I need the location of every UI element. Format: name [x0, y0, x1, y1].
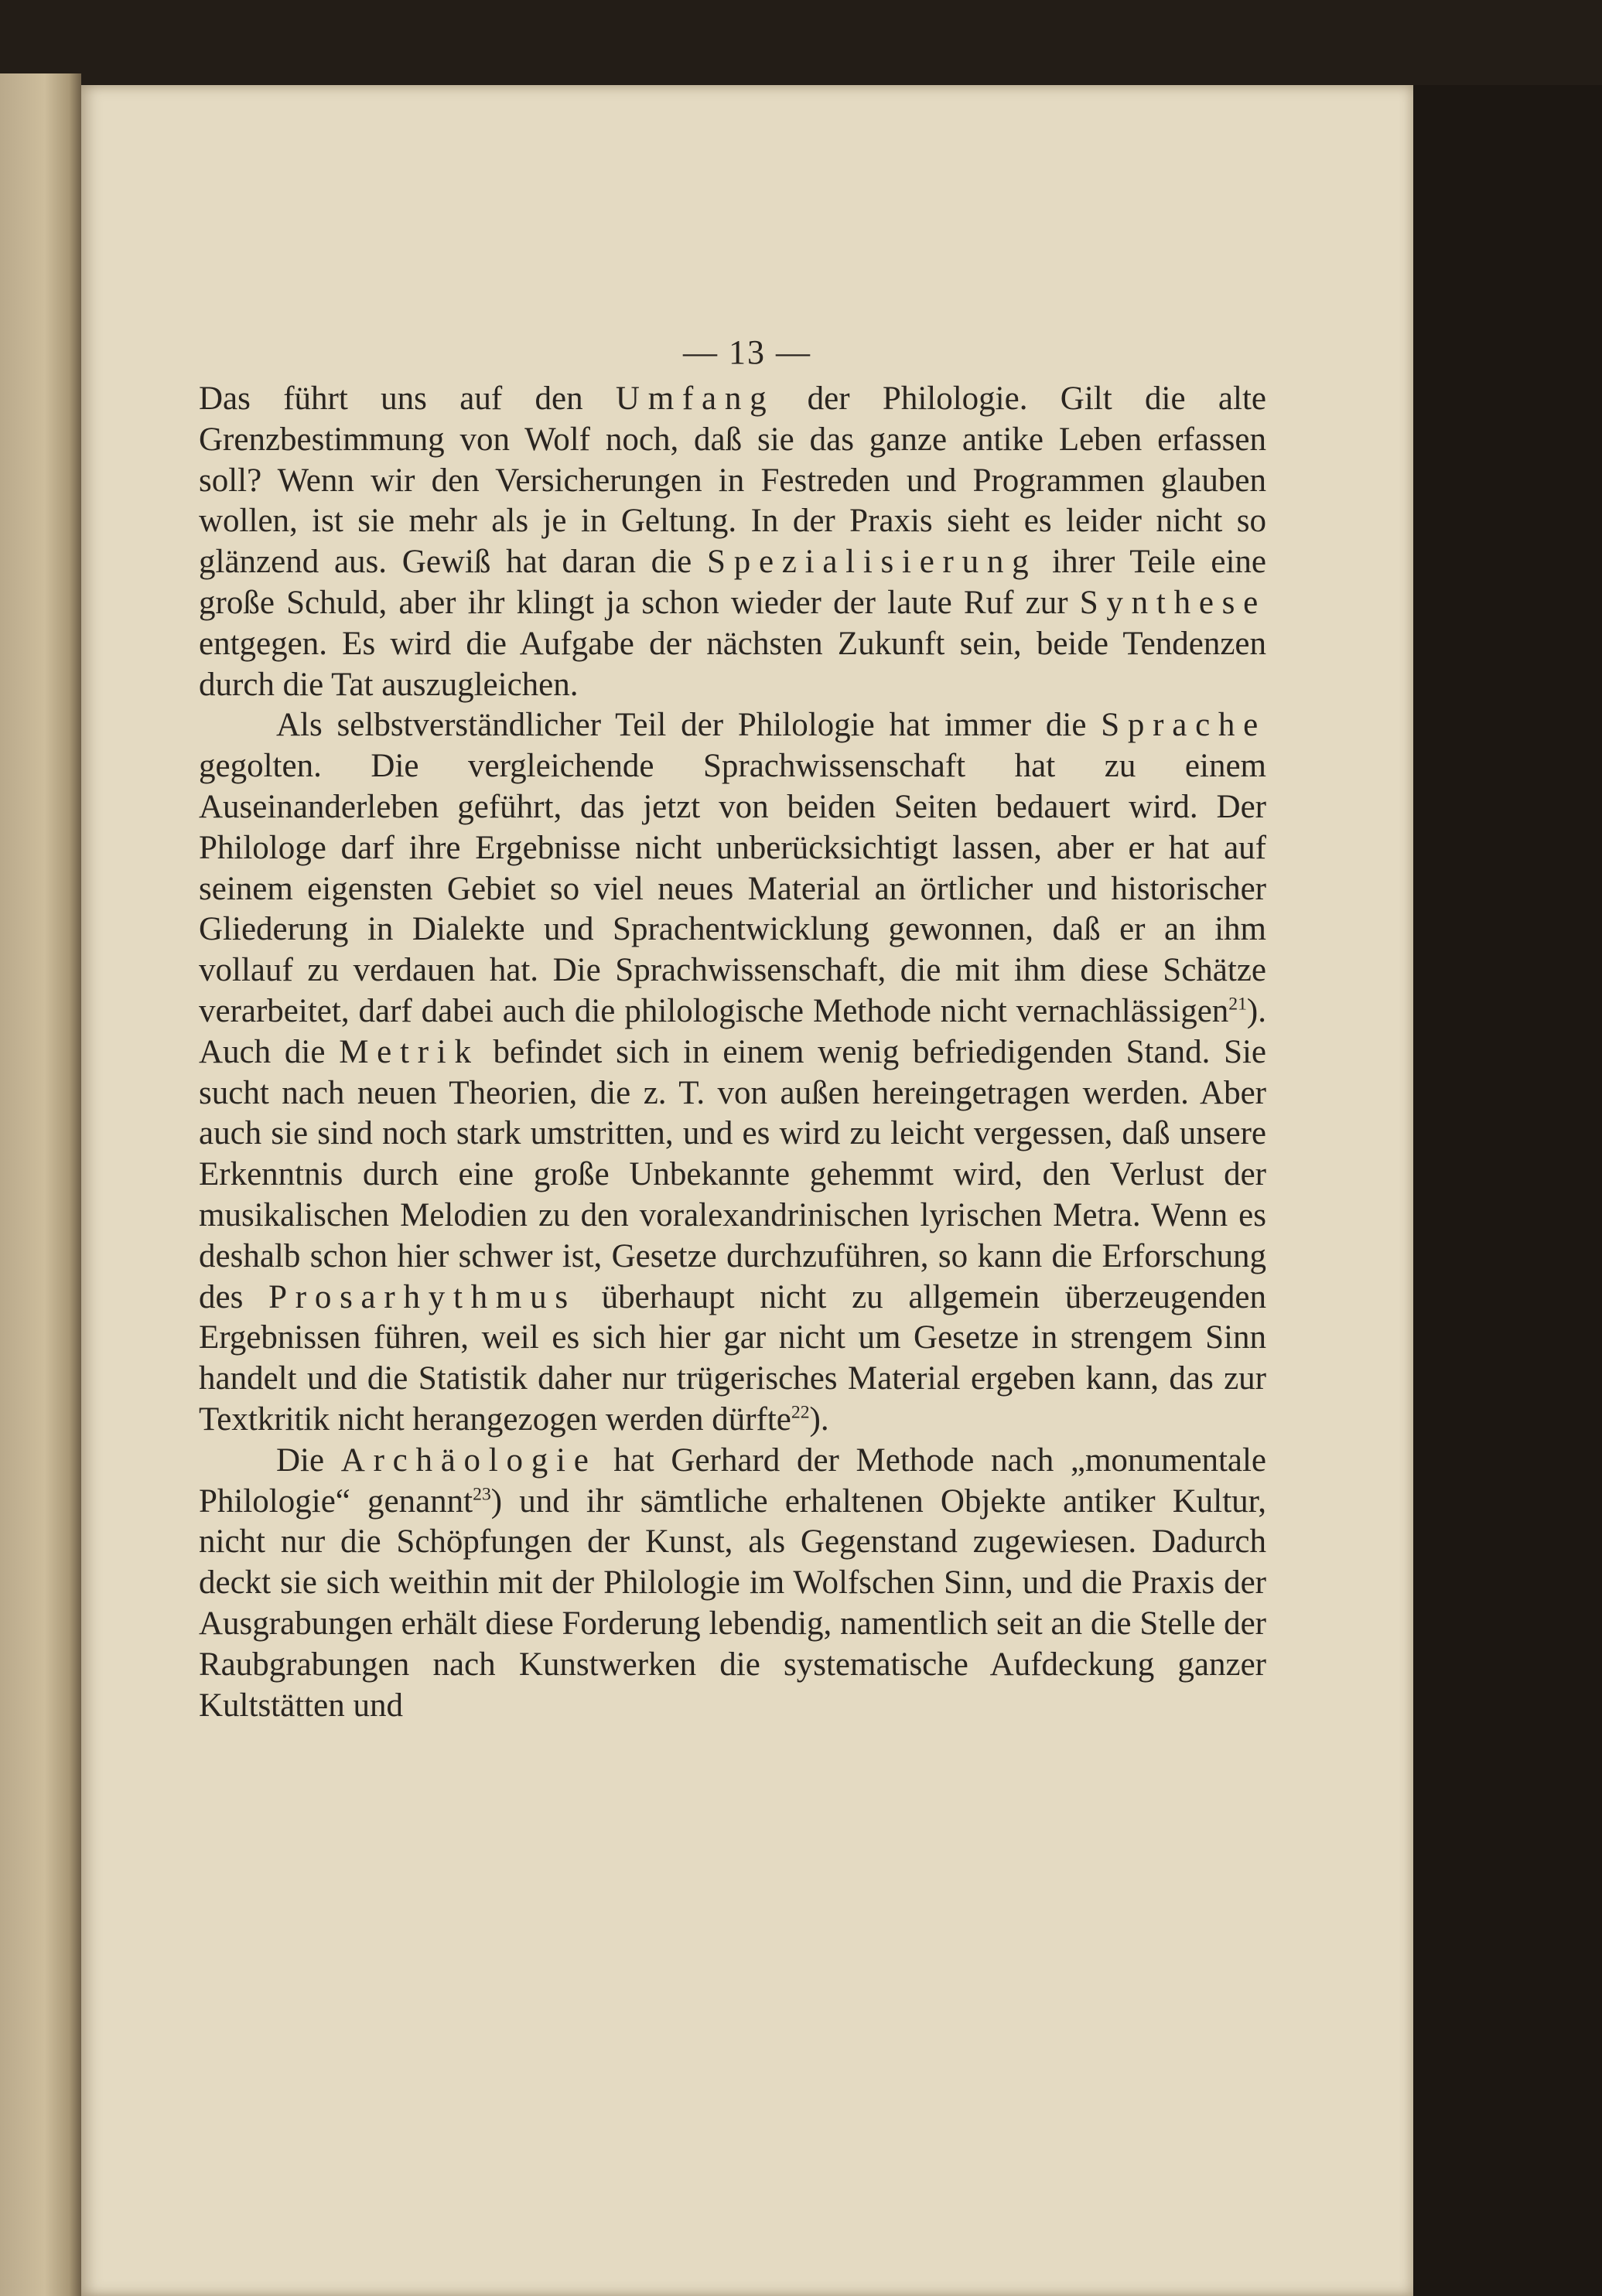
- left-page-edge: [0, 73, 81, 2296]
- text-run: entgegen. Es wird die Aufgabe der nächsten Zukunft sein, beide Tendenzen durch die Tat auszugleichen.: [199, 625, 1266, 703]
- text-run: Das führt uns auf den: [199, 380, 616, 417]
- text-run: befindet sich in einem wenig befriedigenden Stand. Sie sucht nach neuen Theorien, die z. T. von außen hereingetragen werden. Aber auch sie sind noch stark umstritten, und es wird zu leicht vergessen, daß unsere Erkenntnis durch eine große Unbekannte gehemmt wird, den Verlust der musikalischen Melodien zu den voralexandrinischen lyrischen Metra. Wenn es deshalb schon hier schwer ist, Gesetze durchzuführen, so kann die Erforschung des: [199, 1033, 1267, 1315]
- paragraph-umfang: [199, 379, 1266, 705]
- text-run: der Philologie. Gilt die alte Grenzbestimmung von Wolf noch, daß sie das ganze antike Leben erfassen soll? Wenn wir den Versicherungen in Festreden und Programmen glauben wollen, ist sie mehr als je in Geltung. In der Praxis sieht es leider nicht so glänzend aus. Gewiß hat daran die: [199, 380, 1266, 581]
- footnote-reference: 22: [791, 1402, 810, 1423]
- text-run: Als selbstverständlicher Teil der Philologie hat immer die: [276, 707, 1102, 744]
- emphasized-term: Prosarhythmus: [268, 1278, 576, 1315]
- text-run: Die: [276, 1441, 341, 1479]
- text-run: ).: [809, 1400, 829, 1438]
- emphasized-term: Sprache: [1101, 707, 1266, 744]
- text-run: ihrer Teile eine große Schuld, aber ihr klingt ja schon wieder der laute Ruf zur: [199, 544, 1267, 621]
- emphasized-term: Synthese: [1079, 584, 1266, 621]
- footnote-reference: 23: [473, 1484, 491, 1505]
- text-run: ) und ihr sämtliche erhaltenen Objekte antiker Kultur, nicht nur die Schöpfungen der Kunst, als Gegenstand zugewiesen. Dadurch deckt sie sich weithin mit der Philologie im Wolfschen Sinn, und die Praxis der Ausgrabungen erhält diese Forderung lebendig, namentlich seit an die Stelle der Raubgrabungen nach Kunstwerken die systematische Aufdeckung ganzer Kultstätten und: [199, 1482, 1266, 1724]
- paragraph-archaeologie: [199, 1441, 1266, 1727]
- paragraph-sprache: [199, 705, 1266, 1440]
- emphasized-term: Metrik: [339, 1033, 480, 1070]
- book-page: [81, 85, 1413, 2296]
- text-run: gegolten. Die vergleichende Sprachwissenschaft hat zu einem Auseinanderleben geführt, das jetzt von beiden Seiten bedauert wird. Der Philologe darf ihre Ergebnisse nicht unberücksichtigt lassen, aber er hat auf seinem eigensten Gebiet so viel neues Material an örtlicher und historischer Gliederung in Dialekte und Sprachentwicklung gewonnen, daß er an ihm vollauf zu verdauen hat. Die Sprachwissenschaft, die mit ihm diese Schätze verarbeitet, darf dabei auch die philologische Methode nicht vernachlässigen: [199, 748, 1266, 1029]
- text-run: hat Gerhard der Methode nach „monumentale Philologie“ genannt: [199, 1441, 1267, 1520]
- footnote-reference: 21: [1228, 994, 1247, 1015]
- emphasized-term: Spezialisierung: [707, 544, 1037, 581]
- emphasized-term: Umfang: [615, 380, 775, 417]
- emphasized-term: Archäologie: [340, 1441, 597, 1479]
- scan-right-margin: [1413, 85, 1602, 2296]
- body-text: [199, 379, 1266, 1726]
- page-number: — 13 —: [683, 333, 811, 371]
- text-run: überhaupt nicht zu allgemein überzeugenden Ergebnissen führen, weil es sich hier gar nicht um Gesetze in strengem Sinn handelt und die Statistik daher nur trügerisches Material ergeben kann, das zur Textkritik nicht herangezogen werden dürfte: [199, 1278, 1266, 1438]
- text-run: ). Auch die: [199, 992, 1266, 1070]
